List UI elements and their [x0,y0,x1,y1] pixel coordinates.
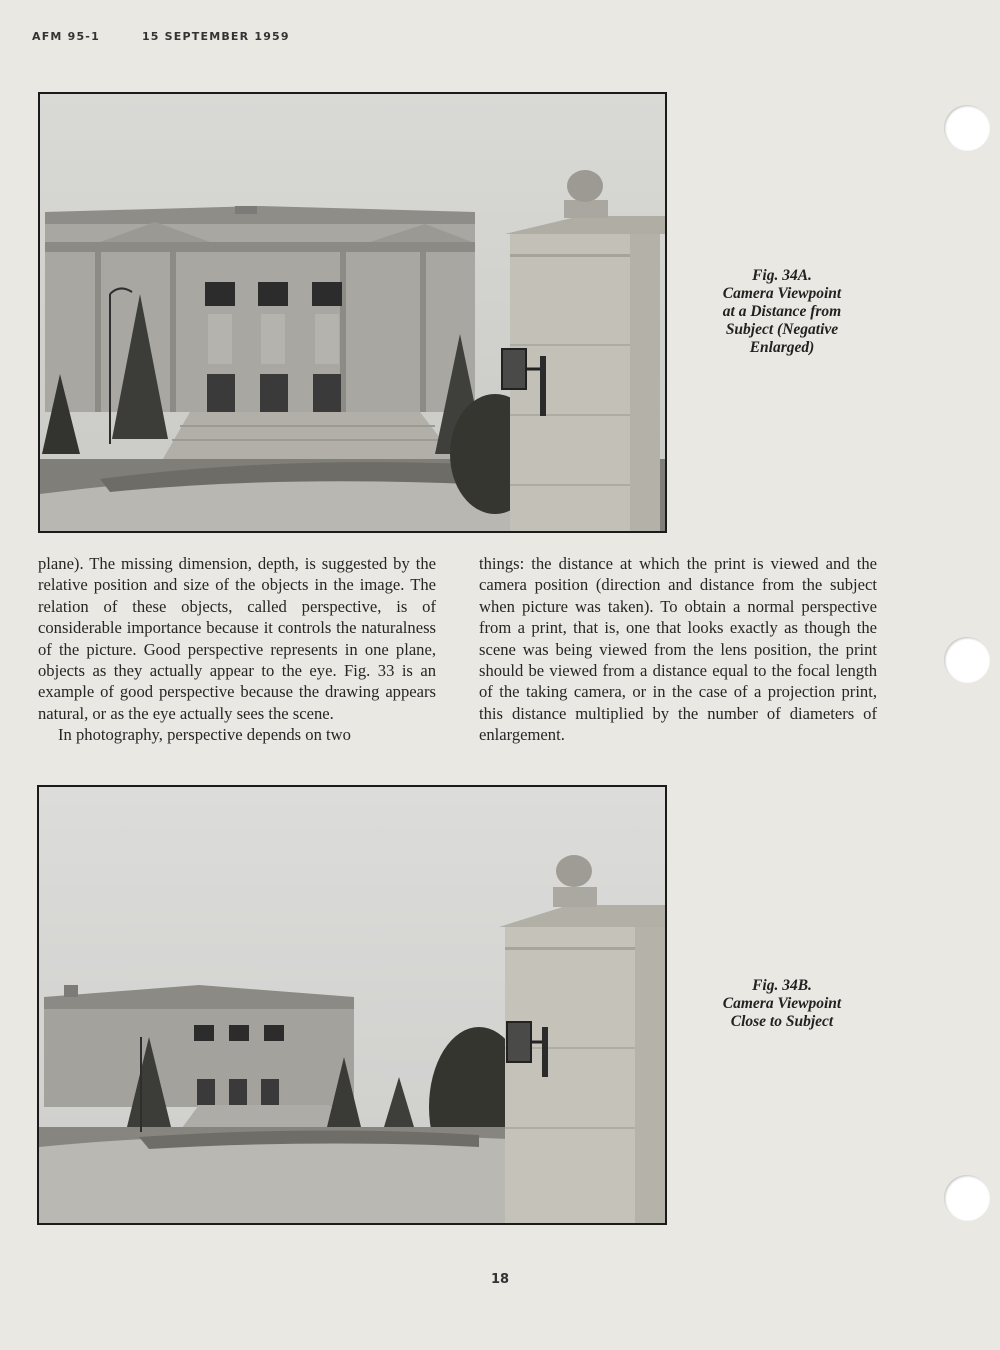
body-text-left-column [38,553,436,746]
binder-hole-bottom [944,1175,990,1221]
figure-34a-caption: Fig. 34A. Camera Viewpoint at a Distance from Subject (Negative Enlarged) [722,267,842,356]
paragraph-photography: In photography, perspective depends on two [58,725,351,745]
paragraph-viewing-distance: things: the distance at which the print is viewed and the camera position (direction and distance from the subject when picture was taken). To obtain a normal perspective from a print, that is, one that looks exactly as though the scene was being viewed from the lens position, the print should be viewed from a distance equal to the focal length of the taking camera, or in the case of a projection print, this distance multiplied by the number of diameters of enlargement. [479,554,877,745]
building-close-photo [39,787,665,1223]
running-header [32,30,290,43]
building-distant-photo [40,94,665,531]
binder-hole-middle [944,637,990,683]
document-id: AFM 95-1 [32,30,100,43]
figure-34b-caption: Fig. 34B. Camera Viewpoint Close to Subject [722,977,842,1030]
body-text-right-column [479,553,877,746]
document-date: 15 SEPTEMBER 1959 [141,30,290,43]
binder-hole-top [944,105,990,151]
page-number: 18 [490,1272,510,1287]
figure-34b-photo [37,785,667,1225]
figure-34a-photo [38,92,667,533]
paragraph-perspective: plane). The missing dimension, depth, is suggested by the relative position and size of the objects in the image. The relation of these objects, called perspective, is of considerable importance because it controls the naturalness of the picture. Good perspective represents in one plane, objects as they actually appear to the eye. Fig. 33 is an example of good perspective because the drawing appears natural, or as the eye actually sees the scene. [38,554,436,723]
